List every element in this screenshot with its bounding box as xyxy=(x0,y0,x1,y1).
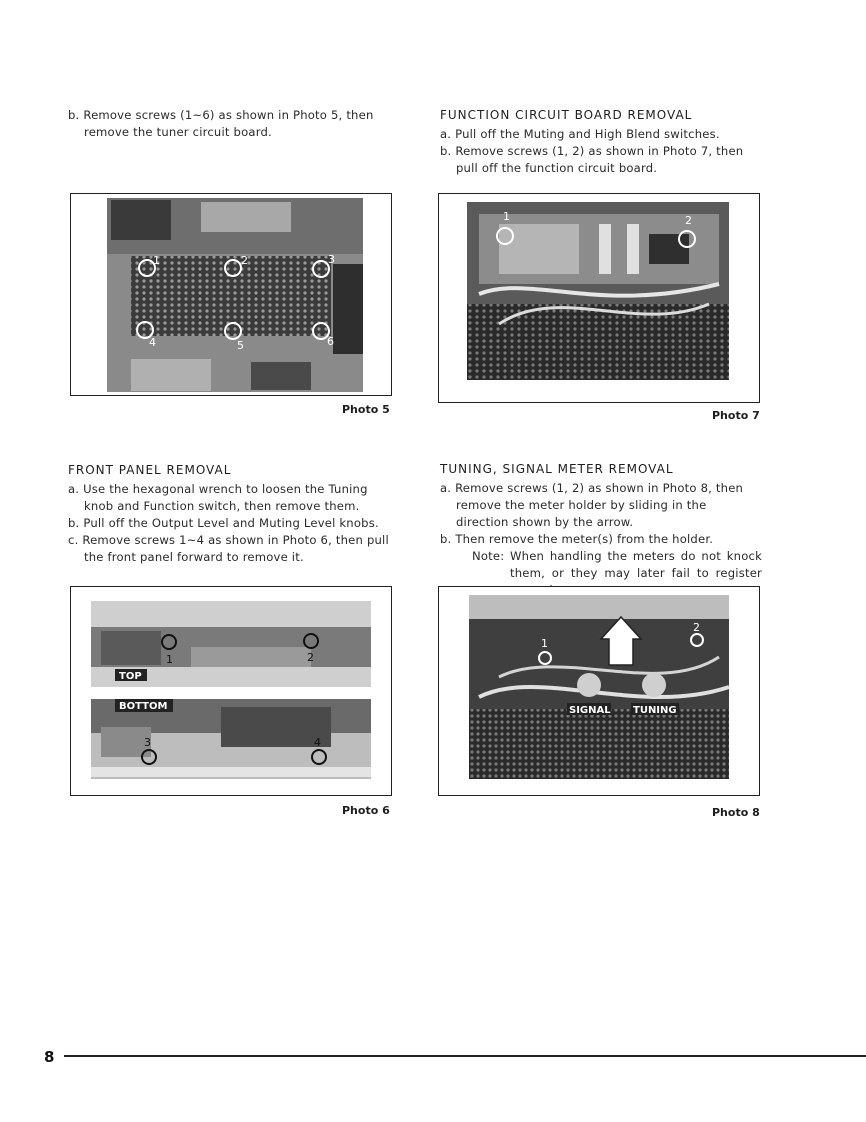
callout-2: 2 xyxy=(685,214,692,227)
callout-4: 4 xyxy=(314,736,321,749)
meter-step-a: a. Remove screws (1, 2) as shown in Photo 8, then remove the meter holder by sliding in the direction shown by the arrow. xyxy=(440,481,744,529)
front-panel-section xyxy=(68,462,392,566)
photo-6-image xyxy=(71,587,391,795)
photo-7-frame xyxy=(438,193,760,403)
tuner-removal-text xyxy=(68,107,392,141)
meter-heading: TUNING, SIGNAL METER REMOVAL xyxy=(440,462,674,476)
callout-2: 2 xyxy=(241,254,248,267)
label-top: TOP xyxy=(119,671,142,682)
function-step-a: a. Pull off the Muting and High Blend switches. xyxy=(440,127,720,141)
note-text: When handling the meters do not knock them, or they may later fail to register xyxy=(510,549,762,580)
callout-3: 3 xyxy=(144,736,151,749)
callout-1: 1 xyxy=(153,254,160,267)
photo-6-caption: Photo 6 xyxy=(342,804,390,817)
photo-5-caption: Photo 5 xyxy=(342,403,390,416)
function-board-section xyxy=(440,107,762,177)
front-panel-heading: FRONT PANEL REMOVAL xyxy=(68,463,232,477)
front-step-a: a. Use the hexagonal wrench to loosen the Tuning knob and Function switch, then remove them. xyxy=(68,482,368,513)
meter-step-b: b. Then remove the meter(s) from the holder. xyxy=(440,532,714,546)
function-board-heading: FUNCTION CIRCUIT BOARD REMOVAL xyxy=(440,108,693,122)
callout-1: 1 xyxy=(541,637,548,650)
photo-8-image xyxy=(439,587,759,795)
callout-4: 4 xyxy=(149,336,156,349)
photo-7-caption: Photo 7 xyxy=(712,409,760,422)
callout-1: 1 xyxy=(166,653,173,666)
callout-2: 2 xyxy=(307,651,314,664)
callout-5: 5 xyxy=(237,339,244,352)
photo-5-frame xyxy=(70,193,392,396)
label-tuning: TUNING xyxy=(633,705,677,716)
tuner-step-b: b. Remove screws (1~6) as shown in Photo 5, then remove the tuner circuit board. xyxy=(68,108,374,139)
photo-6-frame xyxy=(70,586,392,796)
photo-8-caption: Photo 8 xyxy=(712,806,760,819)
photo-5-image xyxy=(71,194,391,395)
callout-3: 3 xyxy=(328,253,335,266)
page-number: 8 xyxy=(44,1048,55,1066)
photo-8-frame xyxy=(438,586,760,796)
footer-rule xyxy=(64,1055,866,1057)
label-bottom: BOTTOM xyxy=(119,701,168,712)
photo-7-image xyxy=(439,194,759,402)
meter-section xyxy=(440,461,762,599)
front-step-b: b. Pull off the Output Level and Muting Level knobs. xyxy=(68,516,379,530)
front-step-c: c. Remove screws 1~4 as shown in Photo 6, then pull the front panel forward to remove it. xyxy=(68,533,389,564)
note-label: Note: xyxy=(472,549,505,563)
callout-2: 2 xyxy=(693,621,700,634)
callout-1: 1 xyxy=(503,210,510,223)
label-signal: SIGNAL xyxy=(569,705,611,716)
callout-6: 6 xyxy=(327,335,334,348)
function-step-b: b. Remove screws (1, 2) as shown in Photo 7, then pull off the function circuit board. xyxy=(440,144,744,175)
